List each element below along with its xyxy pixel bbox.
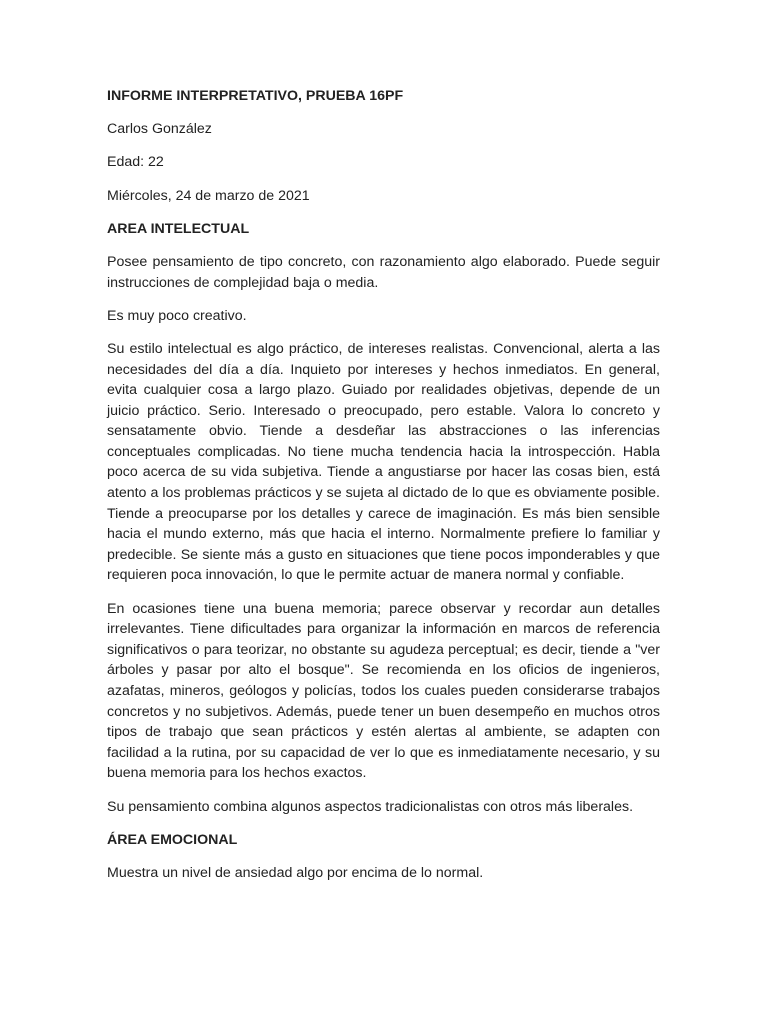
document-title: INFORME INTERPRETATIVO, PRUEBA 16PF — [107, 88, 404, 104]
person-name: Carlos González — [107, 121, 212, 138]
person-age: Edad: 22 — [107, 154, 164, 171]
document-page — [107, 86, 660, 896]
section-heading: AREA INTELECTUAL — [107, 220, 250, 237]
section-emotional — [107, 830, 660, 884]
section-intellectual — [107, 219, 660, 817]
paragraph: Muestra un nivel de ansiedad algo por encima de lo normal. — [107, 864, 484, 881]
paragraph: Posee pensamiento de tipo concreto, con razonamiento algo elaborado. Puede seguir instrucciones de complejidad baja o media. — [107, 253, 660, 291]
section-heading: ÁREA EMOCIONAL — [107, 831, 238, 848]
paragraph: Su estilo intelectual es algo práctico, de intereses realistas. Convencional, alerta a las necesidades del día a día. Inquieto por intereses y hechos inmediatos. En general, evita cualquier cosa a largo plazo. Guiado por realidades objetivas, depende de un juicio práctico. Serio. Interesado o preocupado, pero estable. Valora lo concreto y sensatamente obvio. Tiende a desdeñar las abstracciones o las inferencias conceptuales complicadas. No tiene mucha tendencia hacia la introspección. Habla poco acerca de su vida subjetiva. Tiende a angustiarse por hacer las cosas bien, está atento a los problemas prácticos y se sujeta al dictado de lo que es obviamente posible. Tiende a preocuparse por los detalles y carece de imaginación. Es más bien sensible hacia el mundo externo, más que hacia el interno. Normalmente prefiere lo familiar y predecible. Se siente más a gusto en situaciones que tiene pocos imponderables y que requieren poca innovación, lo que le permite actuar de manera normal y confiable. — [107, 340, 660, 584]
report-date: Miércoles, 24 de marzo de 2021 — [107, 187, 310, 204]
paragraph: En ocasiones tiene una buena memoria; parece observar y recordar aun detalles irrelevantes. Tiene dificultades para organizar la información en marcos de referencia significativos o para teorizar, no obstante su agudeza perceptual; es decir, tiende a "ver árboles y pasar por alto el bosque". Se recomienda en los oficios de ingenieros, azafatas, mineros, geólogos y policías, todos los cuales pueden considerarse trabajos concretos y no subjetivos. Además, puede tener un buen desempeño en muchos otros tipos de trabajo que sean prácticos y estén alertas al ambiente, se adapten con facilidad a la rutina, por su capacidad de ver lo que es inmediatamente necesario, y su buena memoria para los hechos exactos. — [107, 600, 660, 782]
paragraph: Su pensamiento combina algunos aspectos tradicionalistas con otros más liberales. — [107, 798, 634, 815]
paragraph: Es muy poco creativo. — [107, 307, 247, 324]
